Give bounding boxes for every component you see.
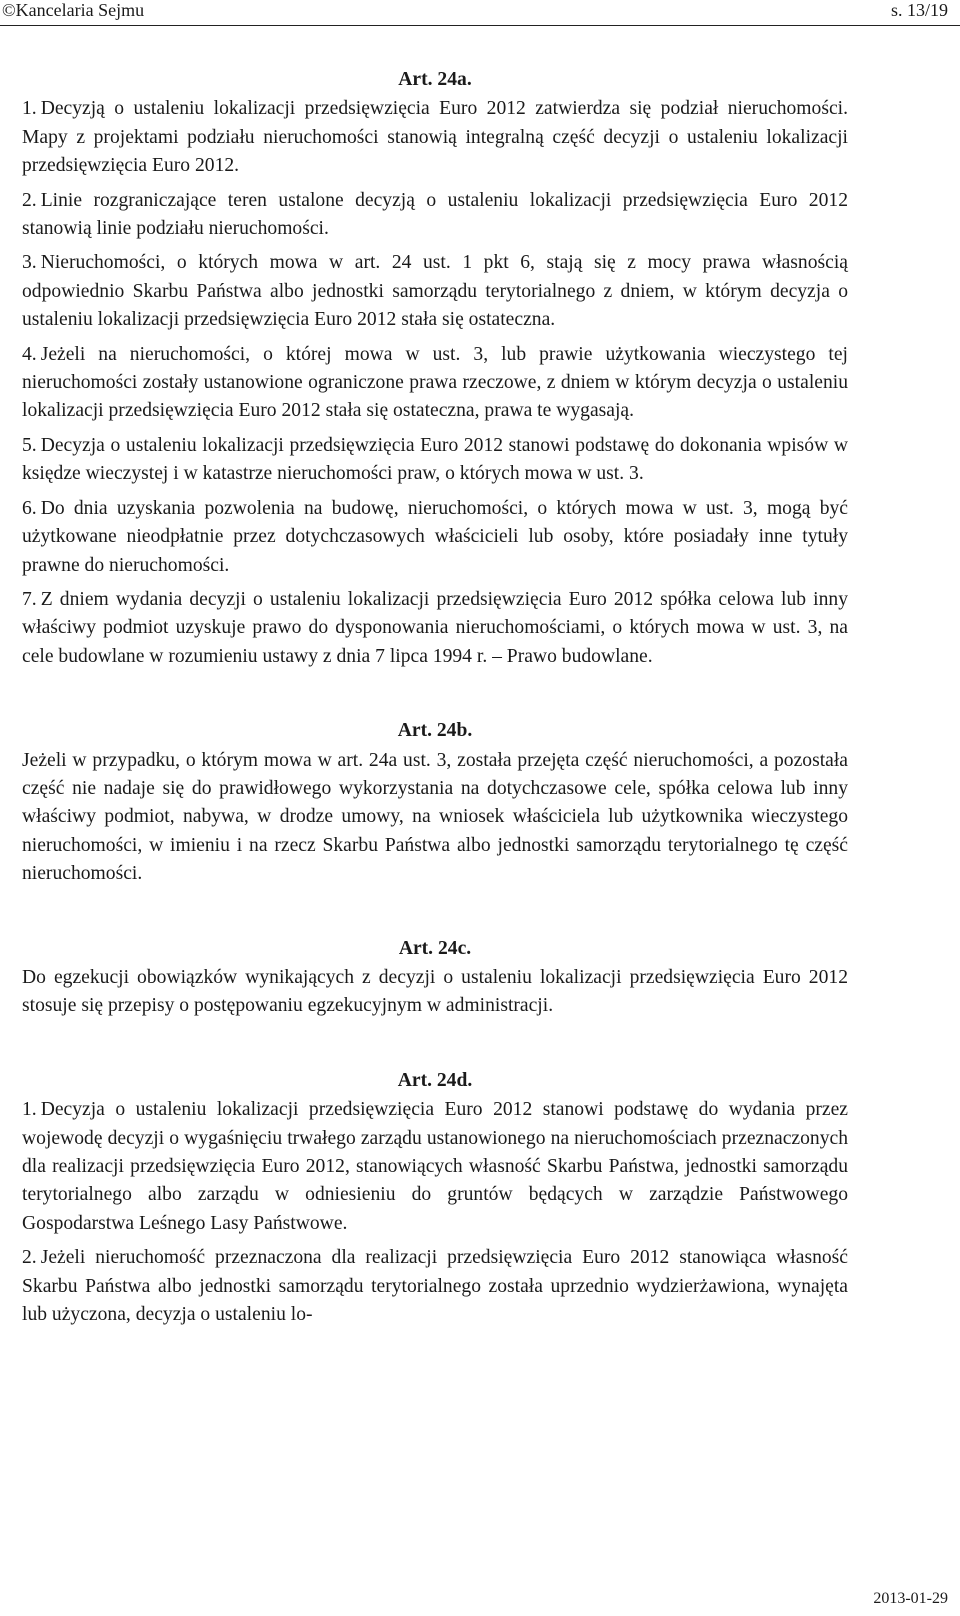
paragraph	[22, 432, 848, 489]
paragraph-number: 1.	[22, 98, 37, 120]
article-24a	[22, 66, 848, 671]
page-number: s. 13/19	[890, 0, 948, 20]
article-title: Art. 24b.	[397, 720, 473, 742]
document-body	[22, 66, 848, 1335]
paragraph-text: Linie rozgraniczające teren ustalone decyzją o ustaleniu lokalizacji przedsięwzięcia Euro 2012 stanowią linie podziału nieruchomości.	[22, 189, 848, 240]
paragraph-text: Decyzja o ustaleniu lokalizacji przedsięwzięcia Euro 2012 stanowi podstawę do wydania przez wojewodę decyzji o wygaśnięciu trwałego zarządu ustanowionego na nieruchomościach przeznaczonych dla realizacji przedsięwzięcia Euro 2012, stanowiących własność Skarbu Państwa, jednostki samorządu terytorialnego albo zarządu w odniesieniu do gruntów będących w zarządzie Państwowego Gospodarstwa Leśnego Lasy Państwowe.	[22, 1099, 848, 1234]
paragraph-number: 5.	[22, 434, 37, 456]
paragraph-text: Do egzekucji obowiązków wynikających z decyzji o ustaleniu lokalizacji przedsięwzięcia Euro 2012 stosuje się przepisy o postępowaniu egzekucyjnym w administracji.	[22, 966, 848, 1017]
paragraph	[22, 586, 848, 671]
paragraph-text: Nieruchomości, o których mowa w art. 24 ust. 1 pkt 6, stają się z mocy prawa własnością odpowiednio Skarbu Państwa albo jednostki samorządu terytorialnego z dniem, w którym decyzja o ustaleniu lokalizacji przedsięwzięcia Euro 2012 stała się ostateczna.	[22, 252, 848, 331]
paragraph	[22, 341, 848, 426]
paragraph-number: 6.	[22, 497, 37, 519]
article-24d	[22, 1067, 848, 1330]
paragraph-text: Z dniem wydania decyzji o ustaleniu lokalizacji przedsięwzięcia Euro 2012 spółka celowa lub inny właściwy podmiot uzyskuje prawo do dysponowania nieruchomościami, o których mowa w ust. 3, na cele budowlane w rozumieniu ustawy z dnia 7 lipca 1994 r. – Prawo budowlane.	[22, 588, 848, 667]
section-spacer	[22, 1027, 848, 1067]
section-spacer	[22, 895, 848, 935]
paragraph-number: 2.	[22, 1247, 37, 1269]
paragraph-text: Jeżeli na nieruchomości, o której mowa w ust. 3, lub prawie użytkowania wieczystego tej nieruchomości zostały ustanowione ograniczone prawa rzeczowe, z dniem w którym decyzja o ustaleniu lokalizacji przedsięwzięcia Euro 2012 stała się ostateczna, prawa te wygasają.	[22, 343, 848, 422]
article-24c	[22, 935, 848, 1021]
paragraph-text: Decyzją o ustaleniu lokalizacji przedsięwzięcia Euro 2012 zatwierdza się podział nieruchomości. Mapy z projektami podziału nieruchomości stanowią integralną część decyzji o ustaleniu lokalizacji przedsięwzięcia Euro 2012.	[22, 98, 848, 177]
paragraph-text: Do dnia uzyskania pozwolenia na budowę, nieruchomości, o których mowa w ust. 3, mogą być użytkowane nieodpłatnie przez dotychczasowych właścicieli lub osoby, które posiadały inne tytuły prawne do nieruchomości.	[22, 497, 848, 576]
paragraph	[22, 1096, 848, 1238]
paragraph-text: Jeżeli w przypadku, o którym mowa w art. 24a ust. 3, została przejęta część nieruchomości, a pozostała część nie nadaje się do prawidłowego wykorzystania na dotychczasowe cele, spółka celowa lub inny właściwy podmiot, nabywa, w drodze umowy, na wniosek właściciela lub użytkownika wieczystego nieruchomości, w imieniu i na rzecz Skarbu Państwa albo jednostki samorządu terytorialnego tę część nieruchomości.	[22, 749, 848, 885]
section-spacer	[22, 677, 848, 717]
paragraph-number: 2.	[22, 189, 37, 211]
paragraph-number: 4.	[22, 343, 37, 365]
page-header	[0, 0, 960, 26]
article-24b	[22, 717, 848, 888]
document-date: 2013-01-29	[873, 1590, 948, 1607]
header-divider	[0, 25, 960, 26]
paragraph-number: 1.	[22, 1099, 37, 1121]
paragraph	[22, 187, 848, 244]
paragraph	[22, 495, 848, 580]
paragraph	[22, 1244, 848, 1329]
article-title: Art. 24a.	[398, 69, 472, 90]
paragraph-number: 7.	[22, 588, 37, 610]
paragraph	[22, 95, 848, 180]
article-title: Art. 24c.	[398, 937, 472, 959]
paragraph	[22, 249, 848, 334]
paragraph-text: Jeżeli nieruchomość przeznaczona dla realizacji przedsięwzięcia Euro 2012 stanowiąca własność Skarbu Państwa albo jednostki samorządu terytorialnego została uprzednio wydzierżawiona, wynajęta lub użyczona, decyzja o ustaleniu lo-	[22, 1247, 848, 1326]
paragraph-text: Decyzja o ustaleniu lokalizacji przedsięwzięcia Euro 2012 stanowi podstawę do dokonania wpisów w księdze wieczystej i w katastrze nieruchomości praw, o których mowa w ust. 3.	[22, 434, 848, 485]
source-label: ©Kancelaria Sejmu	[2, 0, 145, 20]
article-title: Art. 24d.	[397, 1069, 473, 1091]
paragraph-number: 3.	[22, 252, 37, 274]
